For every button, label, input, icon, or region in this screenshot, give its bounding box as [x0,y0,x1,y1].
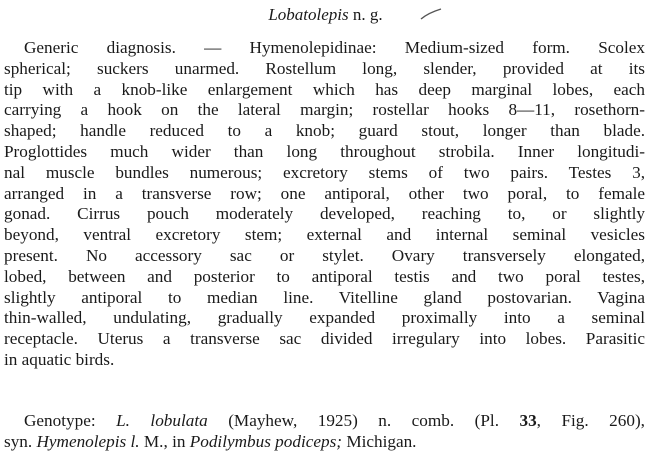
diagnosis-line: carrying a hook on the lateral margin; rostellar hooks 8—11, rosethorn- [4,100,645,120]
host-name: Podilymbus podiceps; [189,431,343,451]
syn-label: syn. [4,431,37,451]
diagnosis-line: nal muscle bundles numerous; excretory stems of two pairs. Testes 3, [4,162,645,182]
diagnosis-line: shaped; handle reduced to a knob; guard stout, longer than blade. [4,121,645,141]
fig-number: 260 [609,411,635,430]
genotype-line [4,411,645,432]
fig-label: , Fig. [536,411,610,430]
diagnosis-line: lobed, between and posterior to antiporal testis and two poral testes, [4,266,645,286]
genotype-close: ), [634,411,645,430]
synonym-line [4,432,645,453]
generic-diagnosis-paragraph [4,38,645,371]
diagnosis-line: spherical; suckers unarmed. Rostellum long, slender, provided at its [4,58,645,78]
plate-number: 33 [519,411,537,430]
genus-heading [0,4,651,26]
genotype-species: L. lobulata [116,411,208,430]
diagnosis-line: arranged in a transverse row; one antiporal, other two poral, to female [4,183,645,203]
genus-suffix: n. g. [348,5,383,24]
diagnosis-line: beyond, ventral excretory stem; external and internal seminal vesicles [4,225,645,245]
genus-name: Lobatolepis [268,5,349,24]
syn-mid: M., in [139,431,190,451]
diagnosis-line: receptacle. Uterus a transverse sac divided irregulary into lobes. Parasitic [4,329,645,349]
genotype-authority: (Mayhew, 1925) n. comb. (Pl. [207,411,520,430]
diagnosis-line: Generic diagnosis. — Hymenolepidinae: Medium-sized form. Scolex [24,38,645,57]
pencil-mark-icon [420,8,442,20]
diagnosis-line: thin-walled, undulating, gradually expanded proximally into a seminal [4,308,645,328]
diagnosis-line: gonad. Cirrus pouch moderately developed, reaching to, or slightly [4,204,645,224]
synonym-name: Hymenolepis l. [36,431,140,451]
diagnosis-line: slightly antiporal to median line. Vitelline gland postovarian. Vagina [4,287,645,307]
genotype-paragraph [4,411,645,453]
genotype-label: Genotype: [24,411,117,430]
locality: Michigan. [342,431,417,451]
diagnosis-line: in aquatic birds. [4,349,115,369]
diagnosis-line: Proglottides much wider than long throughout strobila. Inner longitudi- [4,141,645,161]
diagnosis-line: tip with a knob-like enlargement which has deep marginal lobes, each [4,79,645,99]
diagnosis-line: present. No accessory sac or stylet. Ovary transversely elongated, [4,245,645,265]
